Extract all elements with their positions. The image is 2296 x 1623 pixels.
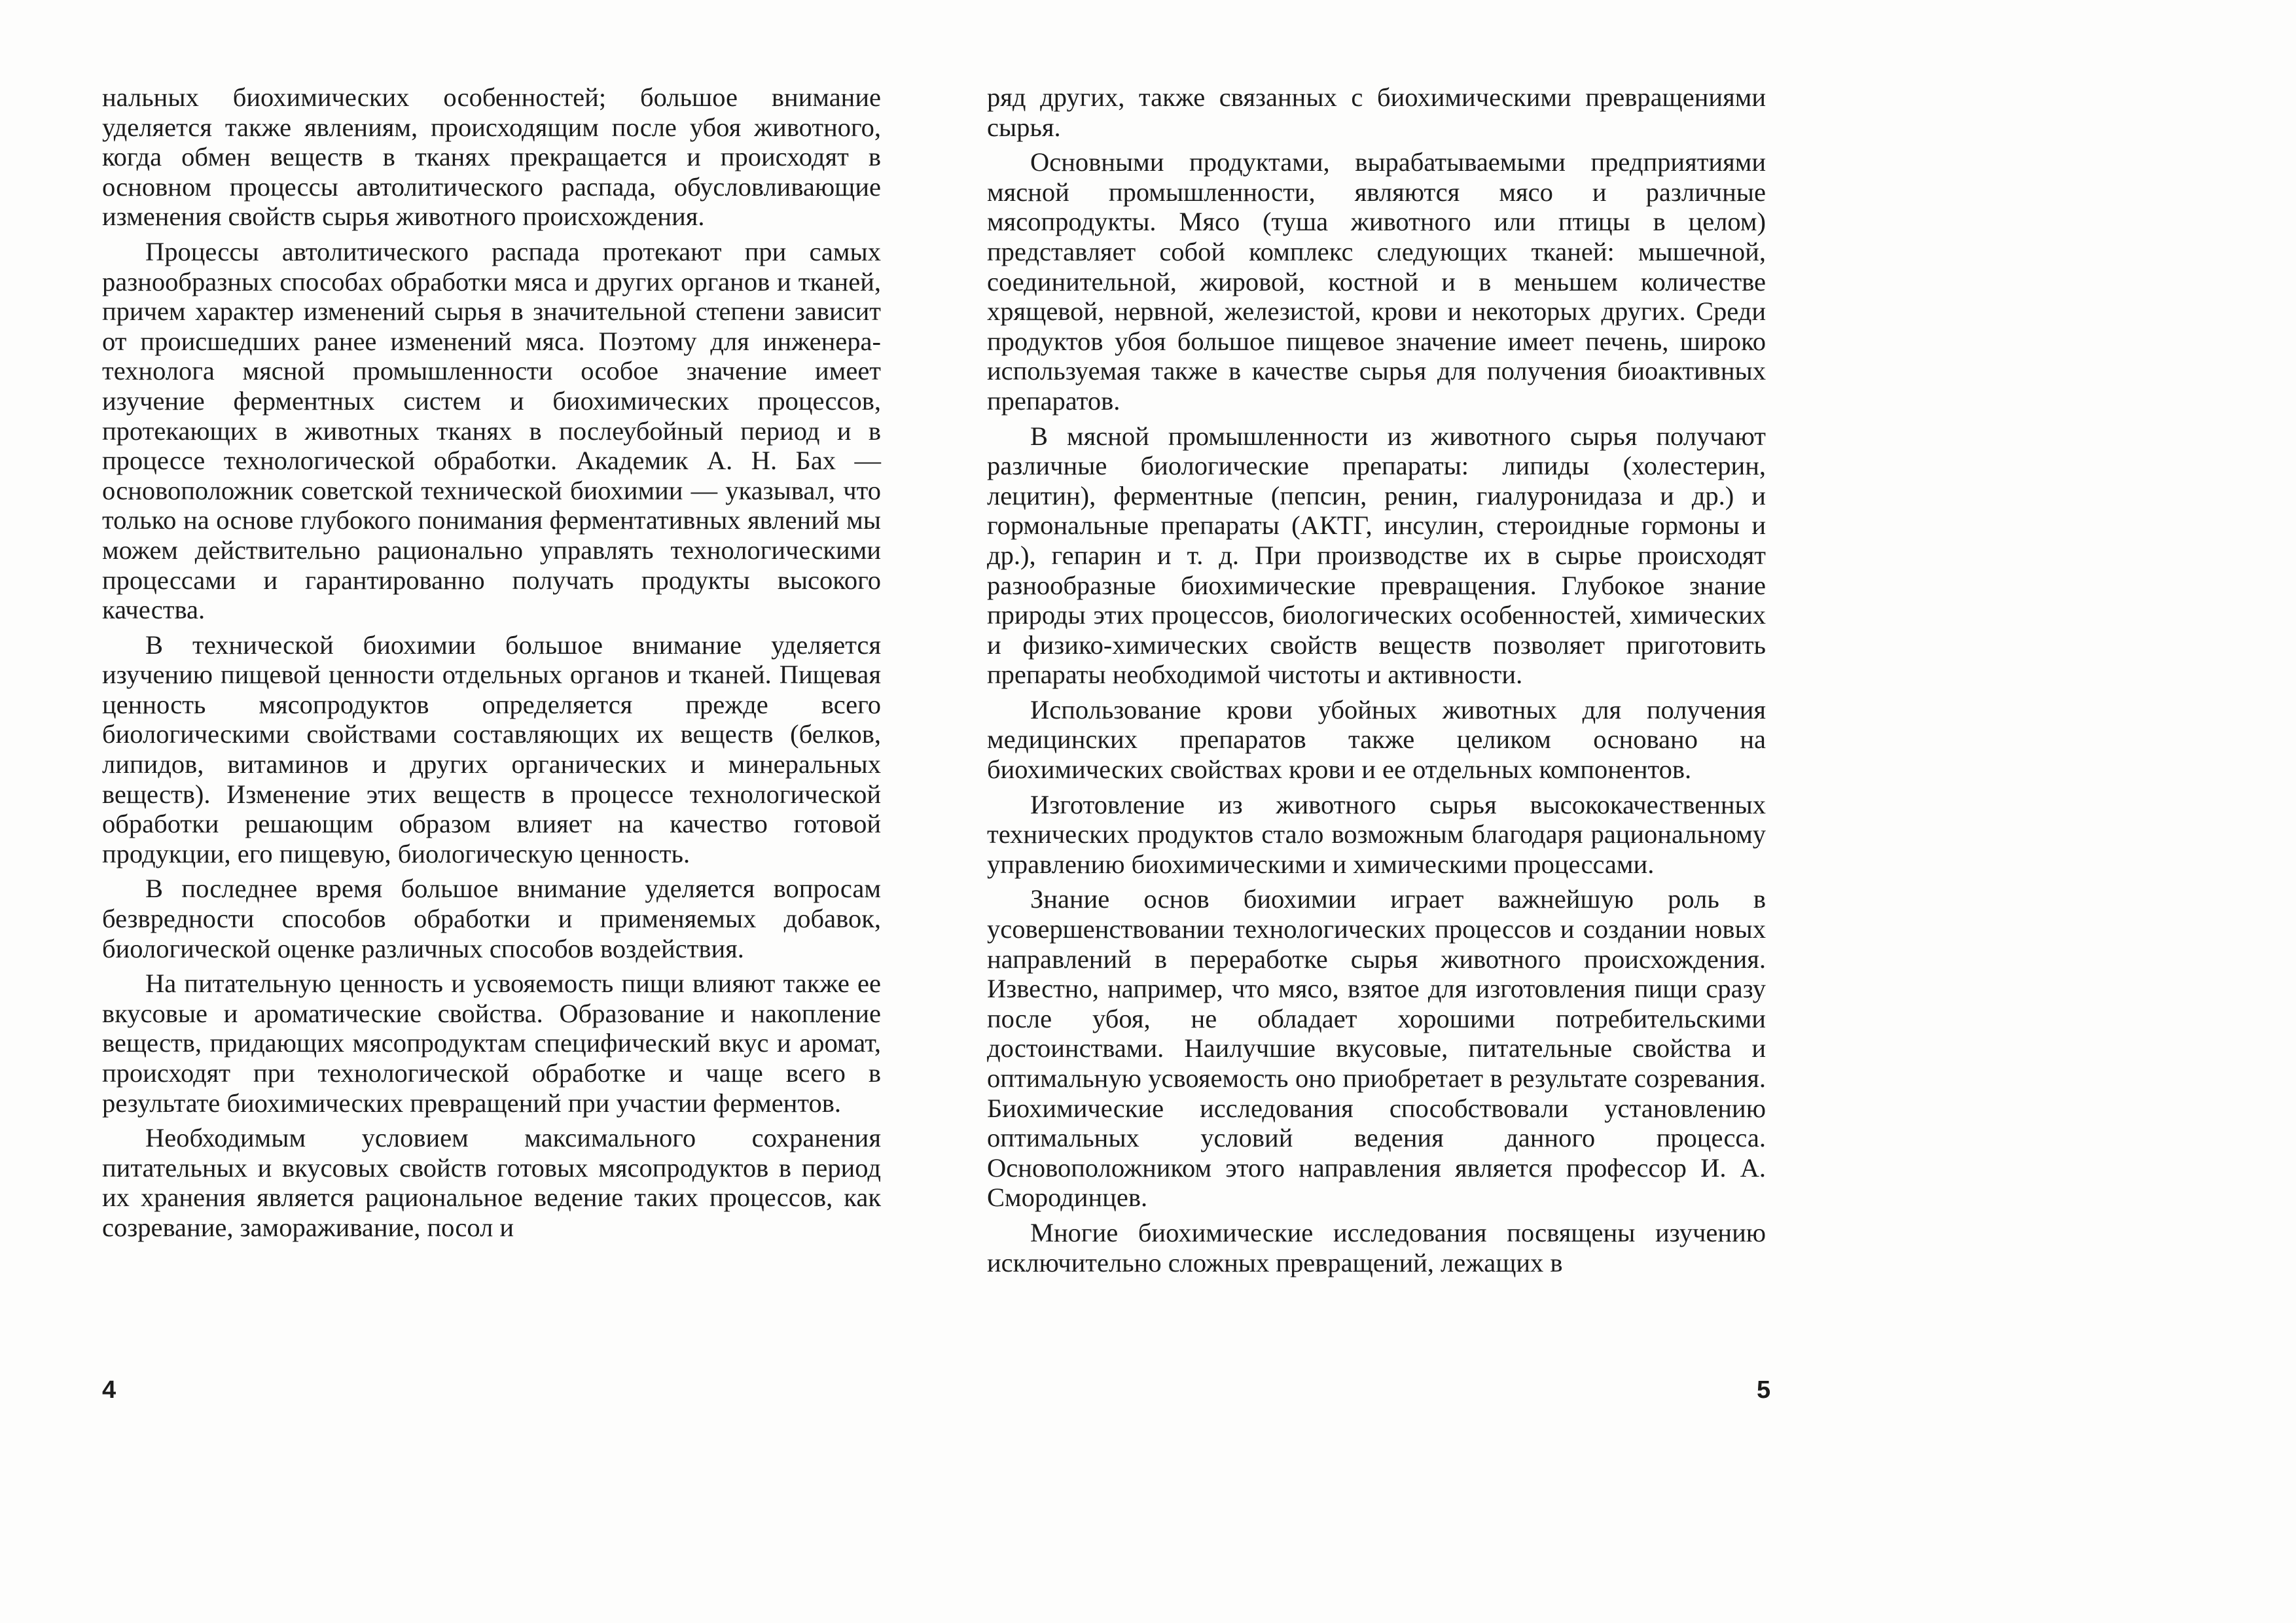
right-page-text [987,82,1766,1277]
page-number-right: 5 [1757,1376,1771,1404]
page-number-left: 4 [102,1376,117,1404]
paragraph: В последнее время большое внимание уделяется вопросам безвредности способов обработки и применяемых добавок, биологической оценке различных способов воздействия. [102,874,881,963]
right-page [987,0,2296,1623]
paragraph: На питательную ценность и усвояемость пищи влияют также ее вкусовые и ароматические свойства. Образование и накопление веществ, придающих мясопродуктам специфический вкус и аромат, происходят при технологической обработке и чаще всего в результате биохимических превращений при участии ферментов. [102,969,881,1118]
paragraph: В мясной промышленности из животного сырья получают различные биологические препараты: липиды (холестерин, лецитин), ферментные (пепсин, ренин, гиалуронидаза и др.) и гормональные препараты (АКТГ, инсулин, стероидные гормоны и др.), гепарин и т. д. При производстве их в сырье происходят разнообразные биохимические превращения. Глубокое знание природы этих процессов, биологических особенностей, химических и физико-химических свойств веществ позволяет приготовить препараты необходимой чистоты и активности. [987,421,1766,690]
paragraph: Многие биохимические исследования посвящены изучению исключительно сложных превращений, лежащих в [987,1217,1766,1277]
left-page-text [102,82,881,1243]
paragraph: В технической биохимии большое внимание уделяется изучению пищевой ценности отдельных органов и тканей. Пищевая ценность мясопродуктов определяется прежде всего биологическими свойствами составляющих их веществ (белков, липидов, витаминов и других органических и минеральных веществ). Изменение этих веществ в процессе технологической обработки решающим образом влияет на качество готовой продукции, его пищевую, биологическую ценность. [102,630,881,868]
paragraph: Необходимым условием максимального сохранения питательных и вкусовых свойств готовых мясопродуктов в период их хранения является рациональное ведение таких процессов, как созревание, замораживание, посол и [102,1123,881,1242]
paragraph: Изготовление из животного сырья высококачественных технических продуктов стало возможным благодаря рациональному управлению биохимическими и химическими процессами. [987,789,1766,879]
paragraph: Знание основ биохимии играет важнейшую роль в усовершенствовании технологических процессов и создании новых направлений в переработке сырья животного происхождения. Известно, например, что мясо, взятое для изготовления пищи сразу после убоя, не обладает хорошими потребительскими достоинствами. Наилучшие вкусовые, питательные свойства и оптимальную усвояемость оно приобретает в результате созревания. Биохимические исследования способствовали установлению оптимальных условий ведения данного процесса. Основоположником этого направления является профессор И. А. Смородинцев. [987,884,1766,1213]
paragraph: нальных биохимических особенностей; большое внимание уделяется также явлениям, происходящим после убоя животного, когда обмен веществ в тканях прекращается и происходят в основном процессы автолитического распада, обусловливающие изменения свойств сырья животного происхождения. [102,82,881,232]
paragraph: ряд других, также связанных с биохимическими превращениями сырья. [987,82,1766,142]
paragraph: Процессы автолитического распада протекают при самых разнообразных способах обработки мяса и других органов и тканей, причем характер изменений сырья в значительной степени зависит от происшедших ранее изменений мяса. Поэтому для инженера-технолога мясной промышленности особое значение имеет изучение ферментных систем и биохимических процессов, протекающих в животных тканях в послеубойный период и в процессе технологической обработки. Академик А. Н. Бах — основоположник советской технической биохимии — указывал, что только на основе глубокого понимания ферментативных явлений мы можем действительно рационально управлять технологическими процессами и гарантированно получать продукты высокого качества. [102,236,881,625]
paragraph: Использование крови убойных животных для получения медицинских препаратов также целиком основано на биохимических свойствах крови и ее отдельных компонентов. [987,694,1766,785]
paragraph: Основными продуктами, вырабатываемыми предприятиями мясной промышленности, являются мясо и различные мясопродукты. Мясо (туша животного или птицы в целом) представляет собой комплекс следующих тканей: мышечной, соединительной, жировой, костной и в меньшем количестве хрящевой, нервной, железистой, крови и некоторых других. Среди продуктов убоя большое пищевое значение имеет печень, широко используемая также в качестве сырья для получения биоактивных препаратов. [987,147,1766,416]
